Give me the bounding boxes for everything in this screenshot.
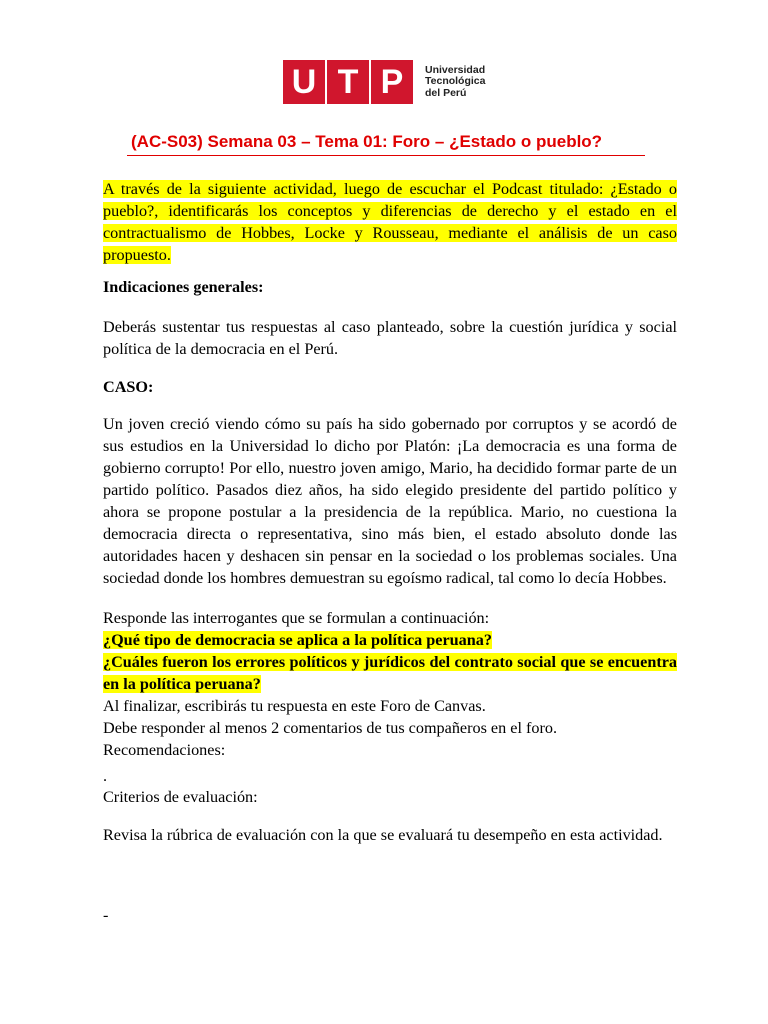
intro-paragraph [103, 178, 677, 266]
caso-heading: CASO: [103, 378, 154, 396]
logo-letter-u: U [283, 60, 325, 104]
instruction-line-2: Debe responder al menos 2 comentarios de tus compañeros en el foro. [103, 719, 558, 737]
page-title-text: (AC-S03) Semana 03 – Tema 01: Foro – ¿Estado o pueblo? [131, 132, 603, 151]
intro-text: A través de la siguiente actividad, luego de escuchar el Podcast titulado: ¿Estado o pueblo?, identificarás los conceptos y diferencias de derecho y el estado en el contractualismo de Hobbes, Locke y Rousseau, mediante el análisis de un caso propuesto. [103, 180, 677, 264]
question-1: ¿Qué tipo de democracia se aplica a la política peruana? [103, 631, 492, 649]
dot-line: . [103, 767, 108, 785]
page-title [131, 132, 602, 152]
questions-section [103, 607, 677, 761]
logo-university-name: Universidad Tecnológica del Perú [425, 63, 486, 99]
questions-intro: Responde las interrogantes que se formulan a continuación: [103, 609, 490, 627]
title-underline [127, 155, 645, 156]
logo-letter-t: T [327, 60, 369, 104]
dash-line: - [103, 906, 109, 924]
indicaciones-heading: Indicaciones generales: [103, 278, 264, 296]
instruction-line-1: Al finalizar, escribirás tu respuesta en este Foro de Canvas. [103, 697, 486, 715]
criterios-heading: Criterios de evaluación: [103, 788, 258, 806]
criterios-text: Revisa la rúbrica de evaluación con la que se evaluará tu desempeño en esta actividad. [103, 826, 663, 844]
caso-text: Un joven creció viendo cómo su país ha sido gobernado por corruptos y se acordó de sus estudios en la Universidad lo dicho por Platón: ¡La democracia es una forma de gobierno corrupto! Por ello, nuestro joven amigo, Mario, ha decidido formar parte de un partido político. Pasados diez años, ha sido elegido presidente del partido político y ahora se propone postular a la presidencia de la república. Mario, no cuestiona la democracia directa o representativa, sino más bien, el estado absoluto donde las autoridades hacen y deshacen sin pensar en la sociedad o los problemas sociales. Una sociedad donde los hombres demuestran su egoísmo radical, tal como lo decía Hobbes. [103, 415, 677, 587]
recomendaciones-label: Recomendaciones: [103, 741, 226, 759]
question-2: ¿Cuáles fueron los errores políticos y jurídicos del contrato social que se encuentra en la política peruana? [103, 653, 677, 693]
logo-letter-p: P [371, 60, 413, 104]
indicaciones-text: Deberás sustentar tus respuestas al caso planteado, sobre la cuestión jurídica y social política de la democracia en el Perú. [103, 318, 677, 358]
utp-logo [283, 60, 485, 104]
